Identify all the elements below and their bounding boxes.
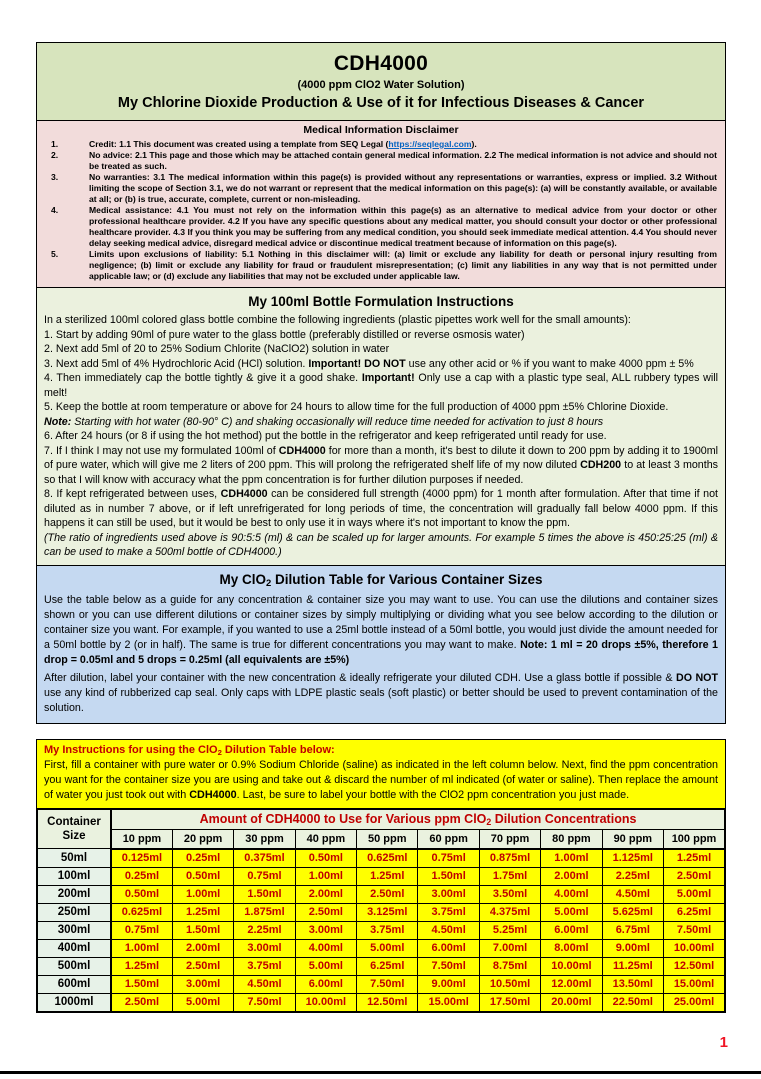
- dilution-value-cell: 9.00ml: [602, 939, 663, 957]
- ppm-header-cell: 70 ppm: [479, 829, 540, 849]
- text-run: CDH4000: [220, 488, 268, 500]
- container-size-cell: 300ml: [37, 921, 111, 939]
- dilution-value-cell: 0.50ml: [172, 867, 233, 885]
- text-run: to at least 3 months so that I will know with accuracy what the ppm concentration is for further dilution purposes if needed.: [44, 459, 718, 486]
- dilution-value-cell: 1.875ml: [234, 903, 295, 921]
- text-run: Medical assistance: 4.1 You must not rely on the information within this page(s) as an alternative to medical advice from your doctor or other professional healthcare provider. 4.2 If you have any specific questions about any medical matter, you should consult your doctor or other professional healthcare provider. 4.3 If you think you may be suffering from any medical condition, you should seek immediate medical attention. 4.4 You should never delay seeking medical advice, disregard medical advice or discontinue medical treatment because of information on this page(s).: [89, 205, 717, 248]
- text-run: CDH4000: [189, 788, 237, 801]
- dilution-value-cell: 7.50ml: [234, 993, 295, 1012]
- table-instructions-heading: [44, 743, 718, 758]
- table-row: [37, 921, 725, 939]
- dilution-value-cell: 1.25ml: [664, 849, 725, 868]
- container-size-cell: 200ml: [37, 885, 111, 903]
- dilution-value-cell: 12.50ml: [357, 993, 418, 1012]
- container-size-cell: 100ml: [37, 867, 111, 885]
- table-row: [37, 903, 725, 921]
- dilution-value-cell: 5.00ml: [664, 885, 725, 903]
- page-subtitle: (4000 ppm ClO2 Water Solution): [297, 79, 465, 91]
- table-row: [37, 957, 725, 975]
- paragraph: [44, 487, 718, 531]
- dilution-value-cell: 0.50ml: [111, 885, 172, 903]
- text-run: Amount of CDH4000 to Use for Various ppm ClO: [199, 812, 487, 826]
- ppm-header-cell: 80 ppm: [541, 829, 602, 849]
- text-run: use any other acid or % if you want to make 4000 ppm ± 5%: [405, 357, 694, 370]
- footer-divider: [0, 1071, 761, 1074]
- dilution-value-cell: 4.50ml: [234, 975, 295, 993]
- paragraph: [44, 444, 718, 488]
- paragraph: [44, 758, 718, 803]
- dilution-value-cell: 4.375ml: [479, 903, 540, 921]
- table-banner-cell: [111, 809, 725, 830]
- disclaimer-list: [37, 139, 725, 282]
- dilution-value-cell: 10.00ml: [295, 993, 356, 1012]
- container-size-cell: 500ml: [37, 957, 111, 975]
- corner-line: Size: [62, 829, 86, 842]
- dilution-value-cell: 10.00ml: [664, 939, 725, 957]
- container-size-cell: 400ml: [37, 939, 111, 957]
- text-run: use any kind of rubberized cap seal. Only caps with LDPE plastic seals (soft plastic) or better should be used to prevent contamination of the solution.: [44, 686, 718, 714]
- dilution-value-cell: 3.00ml: [172, 975, 233, 993]
- dilution-value-cell: 1.50ml: [418, 867, 479, 885]
- text-run: Dilution Concentrations: [491, 812, 637, 826]
- dilution-value-cell: 12.50ml: [664, 957, 725, 975]
- dilution-value-cell: 2.50ml: [295, 903, 356, 921]
- text-run: Use the table below as a guide for any concentration & container size you may want to use. You can use the dilutions and container sizes shown or you can use different dilutions or container sizes by simply multiplying or dividing what you see below according to the dilution or container size you want. For example, if you wanted to use a 25ml bottle instead of a 50ml bottle, you would just divide the amount needed for a 50ml bottle by 2 (or in half). The same is true for different concentrations you may want to make.: [44, 593, 718, 651]
- disclaimer-item-text: [89, 139, 725, 150]
- ppm-header-cell: 100 ppm: [664, 829, 725, 849]
- dilution-value-cell: 3.50ml: [479, 885, 540, 903]
- disclaimer-item-number: 4.: [51, 205, 59, 215]
- paragraph: [44, 415, 718, 430]
- dilution-value-cell: 2.50ml: [111, 993, 172, 1012]
- dilution-value-cell: 0.50ml: [295, 849, 356, 868]
- page-number: 1: [719, 1034, 728, 1051]
- dilution-value-cell: 2.50ml: [172, 957, 233, 975]
- dilution-value-cell: 15.00ml: [418, 993, 479, 1012]
- dilution-value-cell: 5.25ml: [479, 921, 540, 939]
- text-run: Only use a cap with a plastic type seal, ALL rubbery types will melt!: [44, 372, 719, 399]
- page-tagline: My Chlorine Dioxide Production & Use of it for Infectious Diseases & Cancer: [117, 95, 645, 111]
- dilution-value-cell: 3.125ml: [357, 903, 418, 921]
- table-row: [37, 885, 725, 903]
- dilution-value-cell: 3.00ml: [295, 921, 356, 939]
- dilution-value-cell: 0.25ml: [172, 849, 233, 868]
- disclaimer-item-number: 2.: [51, 150, 59, 160]
- text-run: Limits upon exclusions of liability: 5.1 Nothing in this disclaimer will: (a) limit or exclude any liability for death or personal injury resulting from negligence; (b) limit or exclude any liability for fraud or fraudulent misrepresentation; (c) limit any liabilities in any way that is not permitted under applicable law; or (d) exclude any liabilities that may not be excluded under applicable law.: [89, 249, 717, 281]
- dilution-value-cell: 5.00ml: [295, 957, 356, 975]
- text-run: After dilution, label your container with the new concentration & ideally refrigerate your diluted CDH. Use a glass bottle if possible &: [44, 671, 676, 684]
- dilution-value-cell: 6.00ml: [541, 921, 602, 939]
- disclaimer-item-text: [89, 249, 725, 282]
- dilution-value-cell: 5.625ml: [602, 903, 663, 921]
- table-instructions-section: [36, 739, 726, 809]
- text-run: First, fill a container with pure water or 0.9% Sodium Chloride (saline) as indicated in the left column below. Next, find the ppm concentration you want for the container size you are using and take out & discard the number of ml indicated (of water or saline). Then replace the amount of water you just took out with: [44, 758, 718, 801]
- dilution-value-cell: 0.375ml: [234, 849, 295, 868]
- table-row: [37, 849, 725, 868]
- dilution-value-cell: 2.00ml: [172, 939, 233, 957]
- dilution-value-cell: 10.00ml: [541, 957, 602, 975]
- dilution-value-cell: 1.00ml: [172, 885, 233, 903]
- text-run: Note: 1 ml = 20 drops ±5%, therefore 1 drop = 0.05ml and 5 drops = 0.25ml (all equivalents are ±5%): [44, 638, 718, 666]
- dilution-value-cell: 11.25ml: [602, 957, 663, 975]
- text-run: ).: [471, 139, 477, 149]
- dilution-value-cell: 0.625ml: [111, 903, 172, 921]
- hyperlink[interactable]: https://seqlegal.com: [388, 139, 472, 149]
- text-run: can be considered full strength (4000 ppm) for 1 month after formulation. After that time if not diluted as in number 7 above, or if left unrefrigerated for long periods of time, the concentration will gradually fall below 4000 ppm. If this happens it can still be used, but it would be best to only use it in ways where it's not important to know the ppm.: [44, 488, 718, 529]
- dilution-value-cell: 1.25ml: [357, 867, 418, 885]
- dilution-value-cell: 6.00ml: [295, 975, 356, 993]
- dilution-value-cell: 2.00ml: [295, 885, 356, 903]
- dilution-value-cell: 22.50ml: [602, 993, 663, 1012]
- dilution-value-cell: 3.00ml: [418, 885, 479, 903]
- dilution-value-cell: 1.75ml: [479, 867, 540, 885]
- dilution-value-cell: 5.00ml: [172, 993, 233, 1012]
- disclaimer-item-text: [89, 172, 725, 205]
- ppm-header-cell: 30 ppm: [234, 829, 295, 849]
- dilution-value-cell: 7.50ml: [664, 921, 725, 939]
- table-instructions-body: [44, 758, 718, 803]
- ppm-header-cell: 90 ppm: [602, 829, 663, 849]
- text-run: My ClO: [219, 571, 266, 587]
- dilution-value-cell: 4.00ml: [541, 885, 602, 903]
- dilution-table: [36, 808, 726, 1013]
- dilution-value-cell: 1.50ml: [234, 885, 295, 903]
- dilution-value-cell: 5.00ml: [541, 903, 602, 921]
- ppm-header-row: [37, 829, 725, 849]
- dilution-value-cell: 0.625ml: [357, 849, 418, 868]
- text-run: 7. If I think I may not use my formulated 100ml of: [44, 444, 279, 457]
- text-run: 3. Next add 5ml of 4% Hydrochloric Acid (HCl) solution.: [44, 357, 309, 370]
- dilution-value-cell: 5.00ml: [357, 939, 418, 957]
- container-size-cell: 250ml: [37, 903, 111, 921]
- text-run: 8. If kept refrigerated between uses,: [44, 488, 221, 500]
- dilution-value-cell: 3.75ml: [357, 921, 418, 939]
- text-run: Credit: 1.1 This document was created using a template from SEQ Legal (: [89, 139, 389, 149]
- dilution-value-cell: 1.00ml: [295, 867, 356, 885]
- text-run: Note:: [44, 415, 72, 428]
- dilution-value-cell: 2.25ml: [602, 867, 663, 885]
- table-header-row: [37, 809, 725, 830]
- text-run: No advice: 2.1 This page and those which may be attached contain general medical information. 2.2 The medical information is not advice and should not be treated as such.: [89, 150, 717, 171]
- text-run: DO NOT: [675, 671, 718, 684]
- text-run: Dilution Table below:: [221, 743, 335, 756]
- dilution-value-cell: 2.00ml: [541, 867, 602, 885]
- disclaimer-item-text: [89, 205, 725, 249]
- text-run: My Instructions for using the ClO: [44, 743, 218, 756]
- dilution-value-cell: 4.00ml: [295, 939, 356, 957]
- dilution-value-cell: 1.00ml: [541, 849, 602, 868]
- page-title: CDH4000: [333, 52, 429, 75]
- text-run: 5. Keep the bottle at room temperature or above for 24 hours to allow time for the full production of 4000 ppm ±5% Chlorine Dioxide.: [44, 401, 669, 413]
- disclaimer-item-number: 5.: [51, 249, 59, 259]
- dilution-value-cell: 20.00ml: [541, 993, 602, 1012]
- ppm-header-cell: 60 ppm: [418, 829, 479, 849]
- dilution-heading: [44, 570, 718, 591]
- dilution-value-cell: 1.50ml: [172, 921, 233, 939]
- disclaimer-item: [37, 205, 725, 249]
- dilution-value-cell: 6.25ml: [357, 957, 418, 975]
- text-run: 2. Next add 5ml of 20 to 25% Sodium Chlorite (NaClO2) solution in water: [44, 343, 390, 355]
- table-row: [37, 939, 725, 957]
- dilution-value-cell: 1.25ml: [111, 957, 172, 975]
- disclaimer-item: [37, 139, 725, 150]
- disclaimer-item-number: 3.: [51, 172, 59, 182]
- text-run: 2: [265, 577, 272, 589]
- text-run: 2: [217, 747, 222, 757]
- dilution-value-cell: 0.25ml: [111, 867, 172, 885]
- ppm-header-cell: 20 ppm: [172, 829, 233, 849]
- paragraph: [44, 313, 718, 328]
- disclaimer-item: [37, 150, 725, 172]
- text-run: (The ratio of ingredients used above is 90:5:5 (ml) & can be scaled up for larger amounts. For example 5 times the above is 450:25:25 (ml) & can be used to make a 500ml bottle of CDH4000.): [44, 531, 718, 558]
- dilution-value-cell: 4.50ml: [602, 885, 663, 903]
- dilution-value-cell: 0.75ml: [234, 867, 295, 885]
- dilution-value-cell: 7.50ml: [418, 957, 479, 975]
- ppm-header-cell: 40 ppm: [295, 829, 356, 849]
- paragraph: [44, 593, 718, 668]
- dilution-value-cell: 4.50ml: [418, 921, 479, 939]
- disclaimer-heading: Medical Information Disclaimer: [303, 124, 459, 136]
- text-run: 4. Then immediately cap the bottle tightly & give it a good shake.: [44, 372, 362, 384]
- container-size-cell: 1000ml: [37, 993, 111, 1012]
- ppm-header-cell: 50 ppm: [357, 829, 418, 849]
- dilution-value-cell: 2.50ml: [664, 867, 725, 885]
- dilution-value-cell: 10.50ml: [479, 975, 540, 993]
- paragraph: [44, 371, 718, 400]
- dilution-value-cell: 3.00ml: [234, 939, 295, 957]
- paragraph: [44, 531, 718, 560]
- dilution-value-cell: 3.75ml: [418, 903, 479, 921]
- text-run: 6. After 24 hours (or 8 if using the hot method) put the bottle in the refrigerator and keep refrigerated until ready for use.: [44, 430, 607, 442]
- dilution-body: [44, 593, 718, 716]
- disclaimer-item: [37, 249, 725, 282]
- text-run: for more than a month, it's best to dilute it down to 200 ppm by adding it to 1900ml of pure water, which will give me 2 liters of 200 ppm. This will prolong the refrigerated shelf life of my now diluted: [44, 444, 719, 471]
- dilution-value-cell: 0.75ml: [111, 921, 172, 939]
- dilution-value-cell: 7.00ml: [479, 939, 540, 957]
- paragraph: [44, 429, 718, 444]
- formulation-body: [44, 313, 718, 560]
- text-run: Dilution Table for Various Container Sizes: [271, 571, 543, 587]
- disclaimer-item: [37, 172, 725, 205]
- paragraph: [44, 342, 718, 357]
- container-size-cell: 50ml: [37, 849, 111, 868]
- disclaimer-item-text: [89, 150, 725, 172]
- dilution-value-cell: 2.25ml: [234, 921, 295, 939]
- formulation-section: [36, 287, 726, 566]
- dilution-value-cell: 9.00ml: [418, 975, 479, 993]
- text-run: No warranties: 3.1 The medical information within this page(s) is provided without any representations or warranties, express or implied. 3.2 Without limiting the scope of Section 3.1, we do not warrant or represent that the medical information on this page(s): (a) will be constantly available, or available at all; or (b) is true, accurate, complete, current or non-misleading.: [89, 172, 717, 204]
- text-run: Important!: [361, 372, 415, 384]
- text-run: In a sterilized 100ml colored glass bottle combine the following ingredients (plastic pipettes work well for the small amounts):: [44, 314, 631, 326]
- dilution-value-cell: 7.50ml: [357, 975, 418, 993]
- dilution-value-cell: 6.00ml: [418, 939, 479, 957]
- dilution-value-cell: 25.00ml: [664, 993, 725, 1012]
- table-row: [37, 867, 725, 885]
- paragraph: [44, 328, 718, 343]
- document-header: [36, 42, 726, 121]
- dilution-value-cell: 3.75ml: [234, 957, 295, 975]
- dilution-value-cell: 1.00ml: [111, 939, 172, 957]
- text-run: CDH4000: [278, 444, 326, 457]
- dilution-value-cell: 17.50ml: [479, 993, 540, 1012]
- text-run: Starting with hot water (80-90° C) and shaking occasionally will reduce time needed for activation to just 8 hours: [71, 415, 604, 428]
- dilution-value-cell: 0.125ml: [111, 849, 172, 868]
- corner-line: Container: [47, 815, 101, 828]
- text-run: 1. Start by adding 90ml of pure water to the glass bottle (preferably distilled or reverse osmosis water): [44, 328, 525, 341]
- dilution-value-cell: 1.50ml: [111, 975, 172, 993]
- dilution-value-cell: 13.50ml: [602, 975, 663, 993]
- formulation-heading: My 100ml Bottle Formulation Instructions: [248, 294, 514, 309]
- dilution-value-cell: 15.00ml: [664, 975, 725, 993]
- dilution-value-cell: 8.00ml: [541, 939, 602, 957]
- dilution-value-cell: 1.125ml: [602, 849, 663, 868]
- text-run: 2: [486, 817, 492, 827]
- table-row: [37, 975, 725, 993]
- dilution-value-cell: 6.25ml: [664, 903, 725, 921]
- text-run: . Last, be sure to label your bottle with the ClO2 ppm concentration you just made.: [236, 788, 630, 801]
- container-size-header-cell: [37, 809, 111, 849]
- dilution-value-cell: 8.75ml: [479, 957, 540, 975]
- dilution-section: [36, 565, 726, 724]
- disclaimer-section: [36, 120, 726, 288]
- paragraph: [44, 357, 718, 372]
- dilution-value-cell: 6.75ml: [602, 921, 663, 939]
- dilution-value-cell: 12.00ml: [541, 975, 602, 993]
- dilution-value-cell: 1.25ml: [172, 903, 233, 921]
- paragraph: [44, 671, 718, 716]
- dilution-value-cell: 2.50ml: [357, 885, 418, 903]
- disclaimer-item-number: 1.: [51, 139, 59, 149]
- table-row: [37, 993, 725, 1012]
- text-run: Important! DO NOT: [308, 357, 406, 370]
- container-size-cell: 600ml: [37, 975, 111, 993]
- ppm-header-cell: 10 ppm: [111, 829, 172, 849]
- document-page: [36, 42, 726, 1013]
- dilution-value-cell: 0.875ml: [479, 849, 540, 868]
- dilution-value-cell: 0.75ml: [418, 849, 479, 868]
- text-run: CDH200: [580, 459, 622, 471]
- paragraph: [44, 400, 718, 415]
